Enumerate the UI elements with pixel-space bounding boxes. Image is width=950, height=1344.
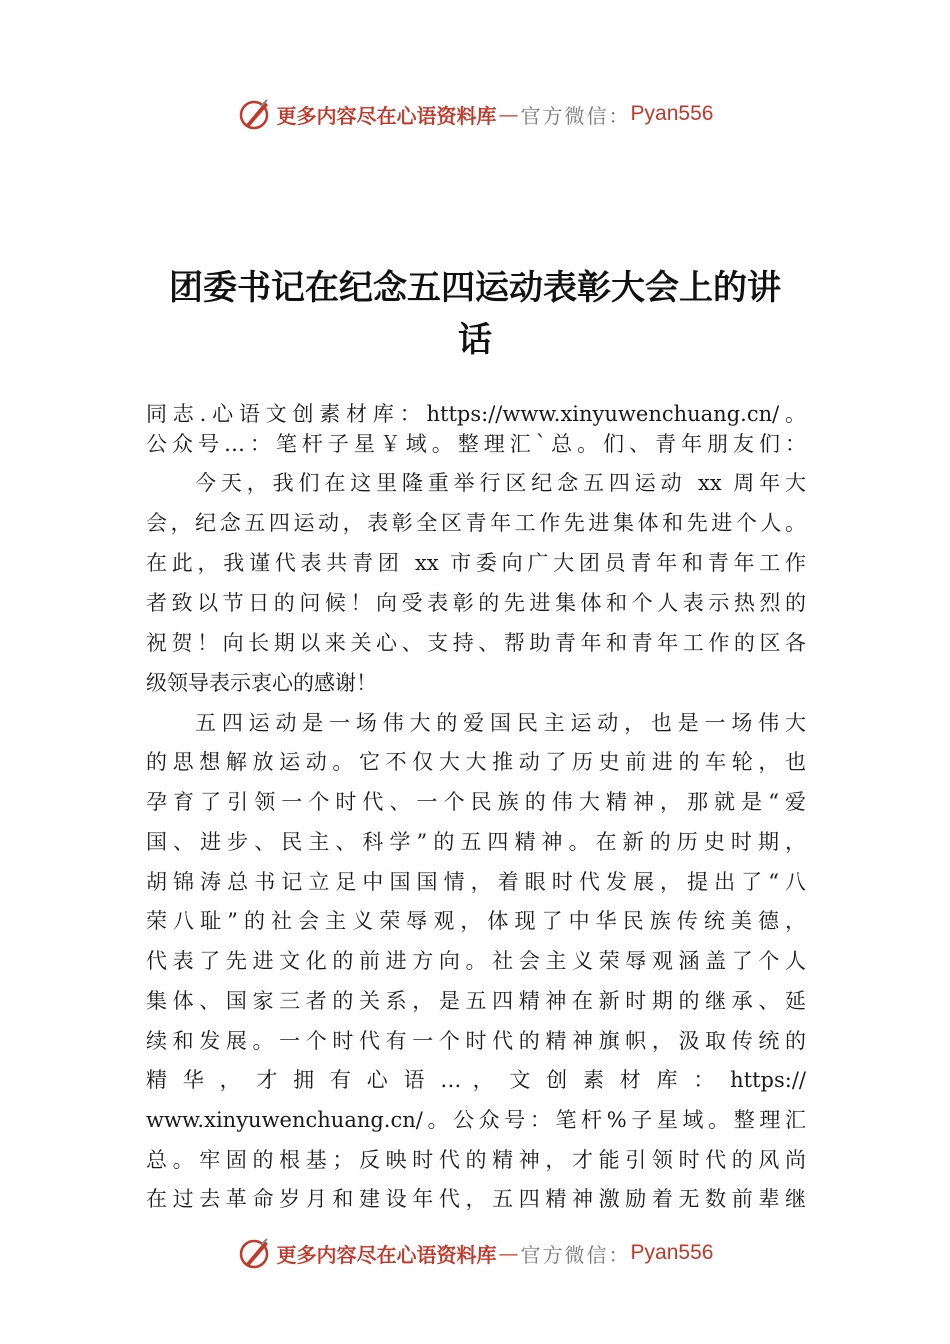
body-line: 孕育了引领一个时代、一个民族的伟大精神，那就是“爱: [146, 790, 806, 814]
quill-logo-icon: [237, 96, 273, 132]
header-wechat-id: Pyan556: [630, 102, 714, 125]
body-line: 的思想解放运动。它不仅大大推动了历史前进的车轮，也: [146, 750, 806, 774]
body-line: 者致以节日的问候！向受表彰的先进集体和个人表示热烈的: [146, 591, 806, 615]
header-banner: [0, 94, 950, 134]
body-line: 公众号…：笔杆子星￥域。整理汇`总。们、青年朋友们：: [146, 432, 806, 456]
body-line: 国、进步、民主、科学”的五四精神。在新的历史时期，: [146, 830, 806, 854]
body-line: 级领导表示衷心的感谢！: [146, 671, 377, 695]
body-line: 续和发展。一个时代有一个时代的精神旗帜，汲取传统的: [146, 1029, 806, 1053]
body-line: www.xinyuwenchuang.cn/。公众号：笔杆%子星域。整理汇: [146, 1108, 806, 1132]
document-title: [150, 262, 800, 366]
body-line: 在此，我谨代表共青团 xx 市委向广大团员青年和青年工作: [146, 551, 806, 575]
footer-wechat-id: Pyan556: [630, 1241, 714, 1264]
body-line: 总。牢固的根基；反映时代的精神，才能引领时代的风尚: [146, 1148, 806, 1172]
quill-logo-icon: [237, 1235, 273, 1271]
body-line: 胡锦涛总书记立足中国国情，着眼时代发展，提出了“八: [146, 870, 806, 894]
title-line-1: 团委书记在纪念五四运动表彰大会上的讲: [169, 268, 781, 308]
body-line: 祝贺！向长期以来关心、支持、帮助青年和青年工作的区各: [146, 631, 806, 655]
body-line: 荣八耻”的社会主义荣辱观，体现了中华民族传统美德，: [146, 909, 806, 933]
body-line: 精 华 ， 才 拥 有 心 语 … ， 文 创 素 材 库 ： https://: [146, 1068, 806, 1092]
footer-banner: [0, 1233, 950, 1273]
footer-site-name: 更多内容尽在心语资料库: [276, 1242, 497, 1267]
body-line: 今天，我们在这里隆重举行区纪念五四运动 xx 周年大: [195, 471, 806, 495]
body-line: 集体、国家三者的关系，是五四精神在新时期的继承、延: [146, 989, 806, 1013]
footer-wechat-label: 官方微信：: [520, 1242, 631, 1267]
body-line: 同志.心语文创素材库：https://www.xinyuwenchuang.cn/。: [146, 402, 806, 426]
footer-dash: —: [498, 1241, 519, 1265]
body-line: 五四运动是一场伟大的爱国民主运动，也是一场伟大: [195, 711, 806, 735]
body-line: 会，纪念五四运动，表彰全区青年工作先进集体和先进个人。: [146, 511, 806, 535]
header-wechat-label: 官方微信：: [520, 103, 631, 128]
header-site-name: 更多内容尽在心语资料库: [276, 103, 497, 128]
title-line-2: 话: [458, 320, 492, 360]
body-line: 代表了先进文化的前进方向。社会主义荣辱观涵盖了个人: [146, 949, 806, 973]
header-dash: —: [498, 102, 519, 126]
body-line: 在过去革命岁月和建设年代，五四精神激励着无数前辈继: [146, 1187, 806, 1211]
